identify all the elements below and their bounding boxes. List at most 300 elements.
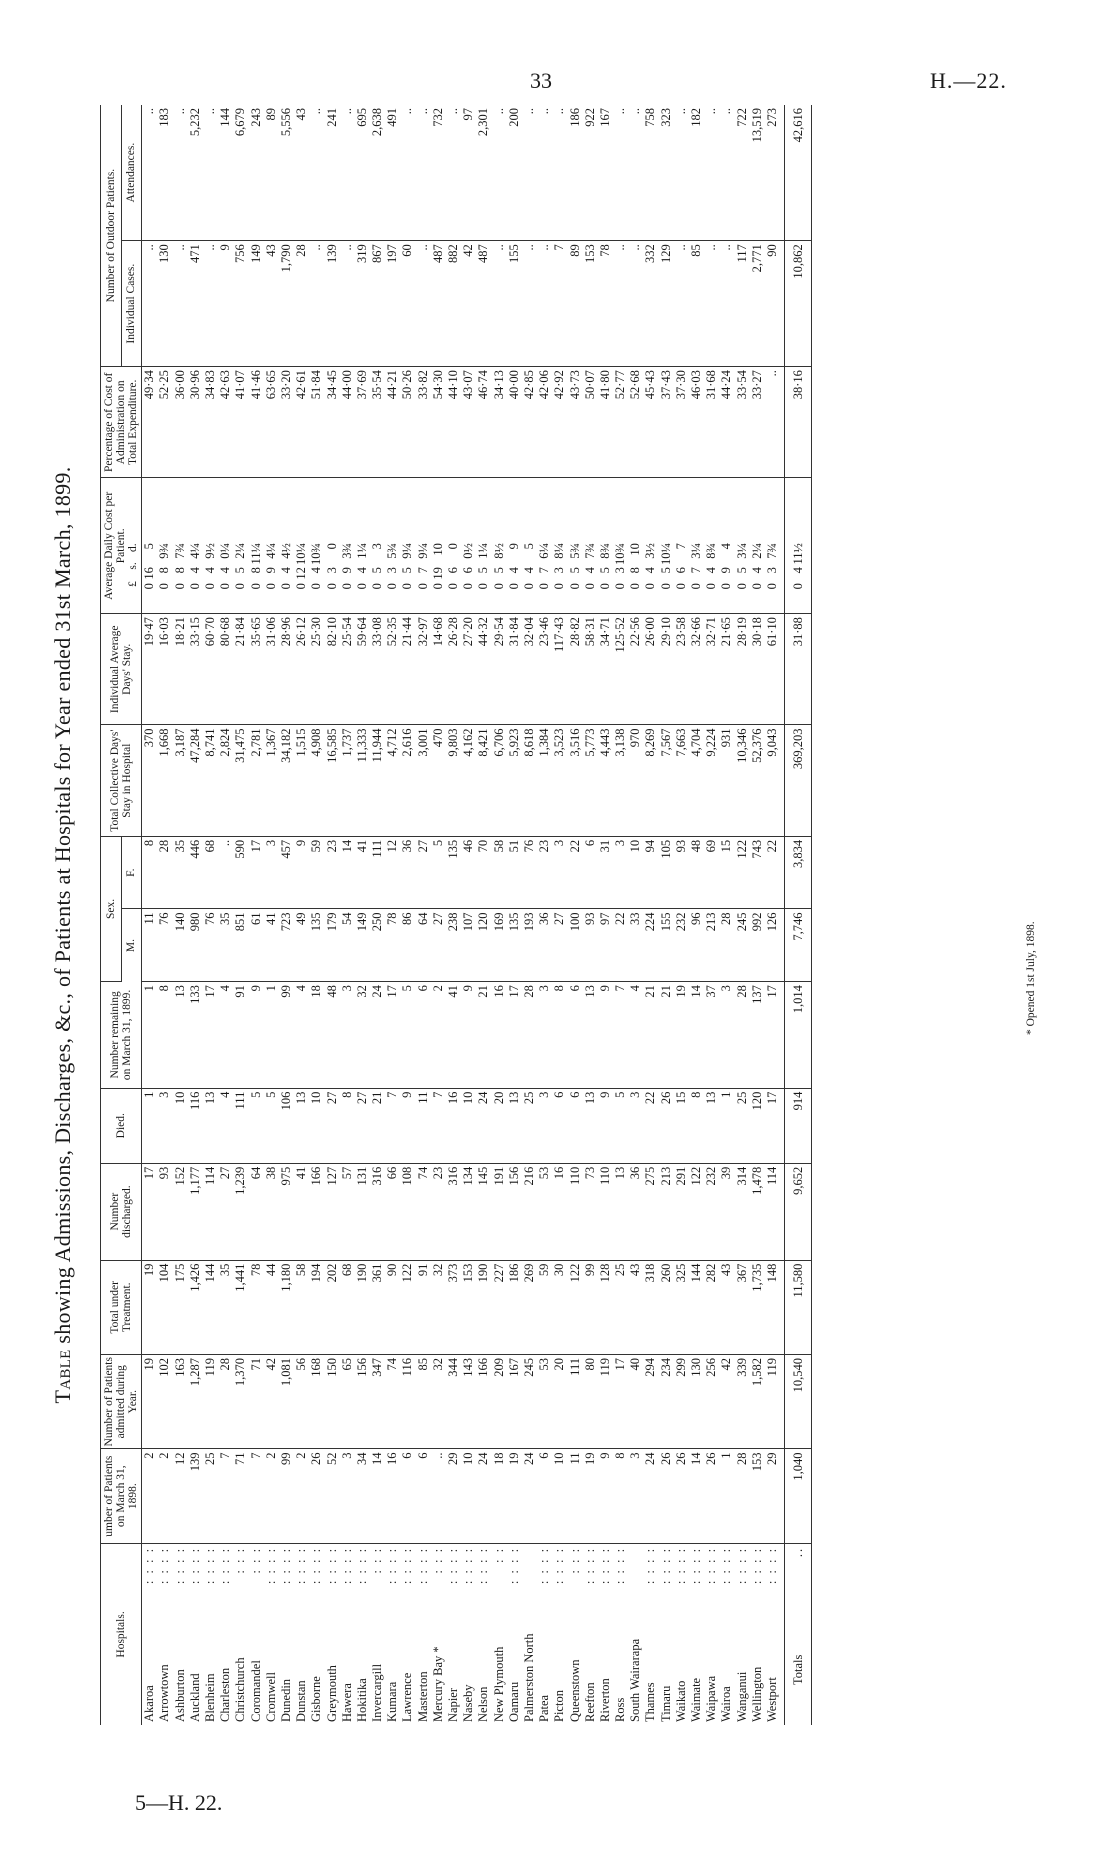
table-row [537,105,552,1725]
cost-shillings: 4 [354,567,369,574]
hospital-name-text: Wairoa [719,1686,734,1722]
hospital-name-text: Picton [552,1690,567,1722]
cell-daily-cost [431,478,446,614]
cell-f: 122 [735,836,750,909]
cell-dis: 53 [537,1163,552,1260]
cost-shillings: 5 [734,567,749,574]
table-row [340,105,355,1725]
cell-start: 3 [628,1449,643,1543]
cell-total: 43 [719,1260,734,1354]
cost-pounds: 0 [218,583,233,590]
cell-total: 128 [598,1260,613,1354]
col-average-days: Individual Average Days' Stay. [101,614,142,725]
cell-att: .. [719,105,734,241]
cost-shillings: 4 [278,567,293,574]
cell-daily-cost [218,478,233,614]
cell-days: 470 [431,725,446,836]
hospital-name-text: Thames [643,1682,658,1722]
leader-dots: : : : [370,1546,385,1574]
cell-dis: 975 [279,1163,294,1260]
hospital-name [643,1543,658,1725]
cell-start: 26 [659,1449,674,1543]
cell-total: 367 [735,1260,750,1354]
hospital-name [583,1543,598,1725]
table-row [704,105,719,1725]
cell-total: 35 [218,1260,233,1354]
cell-adm: 102 [157,1355,172,1449]
cost-pence: 7 [673,543,688,550]
cell-att: .. [416,105,431,241]
cell-ind: 155 [507,241,522,367]
cell-f: 70 [476,836,491,909]
hospital-name-text: Westport [764,1677,779,1722]
cell-adm: 1,081 [279,1355,294,1449]
cell-avg: 34·71 [598,614,613,725]
cell-m: 93 [583,909,598,982]
leader-dots: : : : : [446,1546,461,1585]
cell-dis: 127 [324,1163,339,1260]
cost-pounds: 0 [628,583,643,590]
cell-total: 122 [567,1260,582,1354]
hospital-name-text: South Wairarapa [628,1638,643,1722]
leader-dots: : : : : [385,1546,400,1585]
table-row [492,105,507,1725]
cell-start: 1,040 [785,1449,812,1543]
title-rest: showing Admissions, Discharges, &c., of Patients at Hospitals for Year ended 31st March, 1899. [50,466,75,1350]
cell-adm: 166 [476,1355,491,1449]
cell-days: 1,515 [294,725,309,836]
cell-pct: 42·63 [218,367,233,478]
cell-pct: 50·07 [583,367,598,478]
cell-total: 99 [583,1260,598,1354]
cell-dis: 1,478 [750,1163,765,1260]
cell-dis: 64 [249,1163,264,1260]
cell-ind: .. [203,241,218,367]
cell-adm: 116 [400,1355,415,1449]
cell-daily-cost [507,478,522,614]
leader-dots: : : : : [643,1546,658,1585]
cell-dis: 152 [173,1163,188,1260]
cell-m: 41 [264,909,279,982]
hospital-name [142,1543,158,1725]
cell-m: 250 [370,909,385,982]
cell-start: 8 [613,1449,628,1543]
cell-f: 59 [309,836,324,909]
table-row [324,105,339,1725]
cell-att: 42,616 [785,105,812,241]
col-remaining: Number remaining on March 31, 1899. [101,982,142,1089]
cell-total: 68 [340,1260,355,1354]
cell-m: 78 [385,909,400,982]
cell-avg: 21·44 [400,614,415,725]
cost-shillings: 5 [567,567,582,574]
cell-daily-cost [385,478,400,614]
cell-rem: 16 [492,982,507,1089]
cell-days: 6,706 [492,725,507,836]
cell-days: 2,824 [218,725,233,836]
cell-adm: 28 [218,1355,233,1449]
cell-f: 3 [264,836,279,909]
cell-adm: 53 [537,1355,552,1449]
cell-total: 90 [385,1260,400,1354]
cell-rem: 17 [507,982,522,1089]
cost-pounds: 0 [203,583,218,590]
cost-pounds: 0 [248,583,263,590]
cost-pence: 9¾ [157,543,172,559]
cost-pence: 10¾ [613,543,628,565]
cell-daily-cost [173,478,188,614]
cell-daily-cost [537,478,552,614]
cost-shillings: 4 [643,567,658,574]
cell-adm: 209 [492,1355,507,1449]
cost-shillings: 4 [582,567,597,574]
cell-adm: 167 [507,1355,522,1449]
cell-m: 723 [279,909,294,982]
cell-pct: 52·77 [613,367,628,478]
cost-pounds: 0 [278,583,293,590]
cell-total: 30 [552,1260,567,1354]
cell-total: 325 [674,1260,689,1354]
cell-start: 26 [704,1449,719,1543]
cell-m: 120 [476,909,491,982]
cell-start: 7 [218,1449,233,1543]
cell-f: 8 [142,836,158,909]
cell-days: 1,384 [537,725,552,836]
cell-dis: 316 [370,1163,385,1260]
hospital-name-text: Arrowtown [157,1664,172,1722]
cell-total: 122 [400,1260,415,1354]
col-died: Died. [101,1088,142,1163]
cost-pence: 7¾ [764,543,779,559]
cell-pct: 43·73 [567,367,582,478]
cost-shillings: 4 [790,567,805,574]
cell-died: 27 [324,1088,339,1163]
cell-ind: .. [340,241,355,367]
cell-total: 186 [507,1260,522,1354]
cost-pence: 5 [142,543,157,550]
cell-dis: 41 [294,1163,309,1260]
cell-died: 6 [567,1088,582,1163]
hospital-name [324,1543,339,1725]
hospital-name-text: New Plymouth [491,1646,506,1722]
cell-ind: 117 [735,241,750,367]
cell-f: 135 [446,836,461,909]
cell-days: 3,516 [567,725,582,836]
cell-start: 19 [507,1449,522,1543]
cell-pct: 44·24 [719,367,734,478]
hospital-name-text: Patea [537,1694,552,1722]
cell-total: 44 [264,1260,279,1354]
hospital-name-text: Waipawa [704,1675,719,1722]
cell-avg: 14·68 [431,614,446,725]
cost-shillings: 5 [233,567,248,574]
cell-rem: 3 [719,982,734,1089]
cell-att: 186 [567,105,582,241]
cost-pounds: 0 [613,583,628,590]
cost-shillings: 9 [263,567,278,574]
cell-pct: 42·61 [294,367,309,478]
cell-avg: 32·66 [689,614,704,725]
cell-m: 213 [704,909,719,982]
cost-pounds: 0 [491,583,506,590]
cost-shillings: 19 [430,567,445,580]
cell-days: 2,616 [400,725,415,836]
cell-rem: 3 [340,982,355,1089]
leader-dots: : : : : [719,1546,734,1585]
cell-avg: 16·03 [157,614,172,725]
cost-shillings: 6 [461,567,476,574]
cell-att: 13,519 [750,105,765,241]
cell-dis: 166 [309,1163,324,1260]
cell-adm: 256 [704,1355,719,1449]
hospital-name [431,1543,446,1725]
cell-adm: 294 [643,1355,658,1449]
cell-daily-cost [522,478,537,614]
hospital-name-text: Dunedin [278,1678,293,1722]
leader-dots: : : : : [552,1546,567,1585]
cell-adm: 143 [461,1355,476,1449]
cell-ind: 756 [233,241,248,367]
cell-m: 232 [674,909,689,982]
cell-daily-cost [249,478,264,614]
hospital-name [492,1543,507,1725]
cost-pence: 7¾ [582,543,597,559]
cell-dis: 316 [446,1163,461,1260]
cell-f: 76 [522,836,537,909]
cell-days: 47,284 [188,725,203,836]
cell-att: 2,301 [476,105,491,241]
cell-pct: 36·00 [173,367,188,478]
hospital-name [735,1543,750,1725]
table-body [142,105,812,1725]
cell-daily-cost [552,478,567,614]
cell-f: 17 [249,836,264,909]
cell-pct: 33·54 [735,367,750,478]
cell-daily-cost [492,478,507,614]
cell-adm: 56 [294,1355,309,1449]
cell-f: 58 [492,836,507,909]
cell-rem: 4 [218,982,233,1089]
cell-m: 33 [628,909,643,982]
cost-pence: 1¼ [354,543,369,559]
cost-shillings: 3 [324,567,339,574]
cell-ind: 90 [765,241,780,367]
leader-dots: : : : : [613,1546,628,1585]
hospital-name-text: Charleston [218,1667,233,1722]
cost-shillings: 3 [552,567,567,574]
cell-pct: 42·92 [552,367,567,478]
cost-pence: 6¼ [537,543,552,559]
cell-avg: 25·54 [340,614,355,725]
cell-att: 323 [659,105,674,241]
cell-daily-cost [613,478,628,614]
table-row [385,105,400,1725]
cell-avg: 26·00 [643,614,658,725]
table-row [249,105,264,1725]
cell-f: 3 [552,836,567,909]
hospital-name [765,1543,780,1725]
cell-dis: 23 [431,1163,446,1260]
table-row [279,105,294,1725]
table-row [446,105,461,1725]
cell-att: .. [203,105,218,241]
cell-ind: .. [492,241,507,367]
cost-shillings: 5 [658,567,673,574]
cell-rem: 17 [385,982,400,1089]
leader-dots: : : : : [673,1546,688,1585]
cell-ind: 43 [264,241,279,367]
leader-dots: : : : [430,1546,445,1574]
cost-pence: 3 [370,543,385,550]
cell-dis: 17 [142,1163,158,1260]
cost-shillings: 6 [673,567,688,574]
cell-m: 64 [416,909,431,982]
cell-adm: 1,582 [750,1355,765,1449]
cell-att: .. [492,105,507,241]
hospital-name [659,1543,674,1725]
cell-f: 36 [400,836,415,909]
cell-ind: 130 [157,241,172,367]
leader-dots: : : : : [400,1546,415,1585]
cell-start: 14 [370,1449,385,1543]
cell-days: 5,773 [583,725,598,836]
cell-days: 4,704 [689,725,704,836]
cell-rem: 18 [309,982,324,1089]
cell-avg: 32·71 [704,614,719,725]
cell-died: 4 [218,1088,233,1163]
cell-start: 24 [643,1449,658,1543]
cell-pct: 37·30 [674,367,689,478]
cell-days: 16,585 [324,725,339,836]
hospital-name [249,1543,264,1725]
cell-rem: 13 [173,982,188,1089]
cell-dis: 145 [476,1163,491,1260]
hospital-name-text: Cromwell [263,1672,278,1722]
cost-pence: 10¾ [309,543,324,565]
cell-att: 89 [264,105,279,241]
cell-ind: 60 [400,241,415,367]
cell-total: 282 [704,1260,719,1354]
cost-pounds: 0 [749,583,764,590]
cost-pence: 11½ [790,543,805,565]
cell-start: 29 [446,1449,461,1543]
cell-total: 19 [142,1260,158,1354]
cell-rem: 9 [461,982,476,1089]
hospital-name [355,1543,370,1725]
cell-rem: 14 [689,982,704,1089]
cell-ind: 153 [583,241,598,367]
cell-rem: 2 [431,982,446,1089]
cell-m: 35 [218,909,233,982]
cell-f: 105 [659,836,674,909]
table-row [400,105,415,1725]
cell-rem: 9 [249,982,264,1089]
cost-shillings: 5 [597,567,612,574]
cell-total: 11,580 [785,1260,812,1354]
cell-total: 269 [522,1260,537,1354]
cell-days: 9,043 [765,725,780,836]
cost-pounds: 0 [294,583,309,590]
cell-f: 3,834 [785,836,812,909]
hospital-name [370,1543,385,1725]
cell-ind: .. [522,241,537,367]
cell-avg: 52·35 [385,614,400,725]
table-row [416,105,431,1725]
cell-att: 241 [324,105,339,241]
cell-adm: 19 [142,1355,158,1449]
cost-pounds: 0 [142,583,157,590]
cell-died: 15 [674,1088,689,1163]
cost-pounds: 0 [309,583,324,590]
cell-total: 1,426 [188,1260,203,1354]
cell-total: 144 [203,1260,218,1354]
cell-died: 26 [659,1088,674,1163]
cell-avg: 32·97 [416,614,431,725]
cell-total: 32 [431,1260,446,1354]
hospital-name [689,1543,704,1725]
leader-dots: : : : : [142,1546,157,1585]
cell-adm: 40 [628,1355,643,1449]
hospital-name [233,1543,248,1725]
cell-adm: 344 [446,1355,461,1449]
cost-pence: 8¼ [552,543,567,559]
cell-died: 914 [785,1088,812,1163]
cell-f: 590 [233,836,248,909]
cell-total: 91 [416,1260,431,1354]
cell-ind: .. [674,241,689,367]
cost-pounds: 0 [719,583,734,590]
cell-start: 6 [537,1449,552,1543]
cell-m: 149 [355,909,370,982]
col-attendances: Attendances. [121,105,142,241]
cell-rem: 13 [583,982,598,1089]
cell-avg: 32·04 [522,614,537,725]
cell-att: 273 [765,105,780,241]
cost-pence: 9¼ [400,543,415,559]
cell-avg: 29·10 [659,614,674,725]
cell-m: 107 [461,909,476,982]
cell-adm: 347 [370,1355,385,1449]
hospital-name-text: Totals [790,1654,805,1685]
hospital-name-text: Auckland [187,1673,202,1722]
cell-att: 5,556 [279,105,294,241]
cell-rem: 37 [704,982,719,1089]
cell-dis: 134 [461,1163,476,1260]
cell-daily-cost [416,478,431,614]
cell-ind: .. [142,241,158,367]
col-outdoor: Number of Outdoor Patients. [101,105,122,367]
leader-dots: : : : : [506,1546,521,1585]
cell-days: 3,523 [552,725,567,836]
leader-dots: : : : : [476,1546,491,1585]
cell-dis: 39 [719,1163,734,1260]
cell-pct: 45·43 [643,367,658,478]
cell-rem: 6 [416,982,431,1089]
cell-total: 1,735 [750,1260,765,1354]
cell-days: 370 [142,725,158,836]
hospital-name [628,1543,643,1725]
cell-total: 175 [173,1260,188,1354]
cell-ind: .. [628,241,643,367]
cell-ind: .. [309,241,324,367]
cost-pence: 3½ [643,543,658,559]
cell-dis: 291 [674,1163,689,1260]
cell-adm: 74 [385,1355,400,1449]
cell-died: 3 [157,1088,172,1163]
cell-days: 9,803 [446,725,461,836]
cell-total: 104 [157,1260,172,1354]
cost-pounds: 0 [704,583,719,590]
